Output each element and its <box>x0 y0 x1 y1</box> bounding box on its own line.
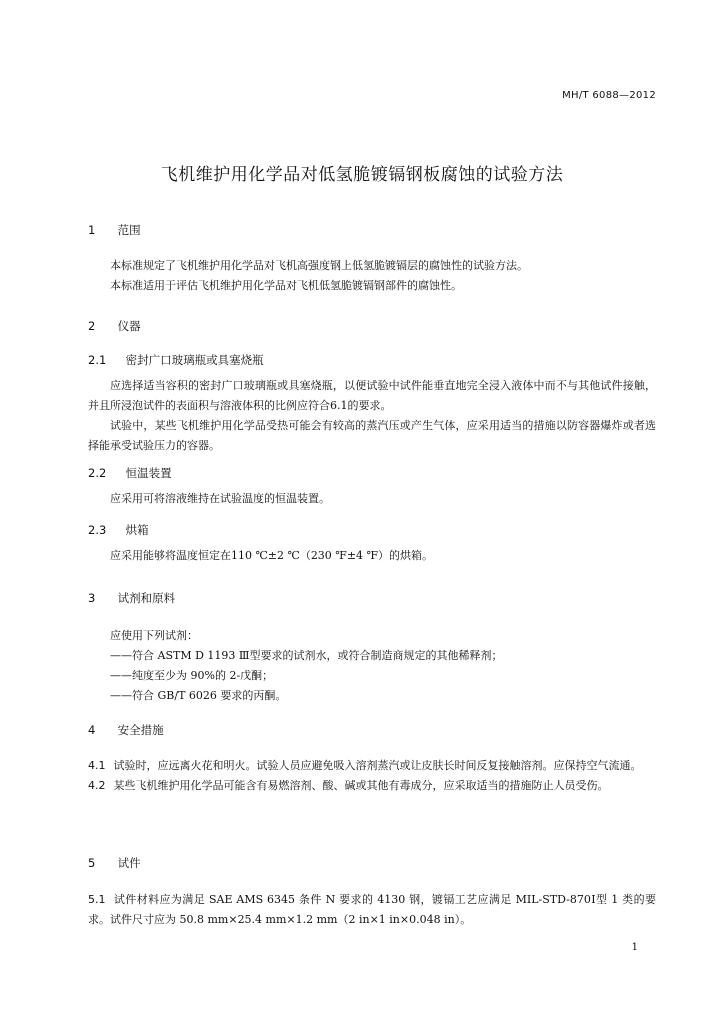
section-4-heading <box>88 722 164 738</box>
clause-5-1 <box>88 890 656 930</box>
subsection-title: 烘箱 <box>125 523 149 537</box>
list-item: ——符合 GB/T 6026 要求的丙酮。 <box>110 689 287 702</box>
section-5-heading <box>88 855 141 871</box>
paragraph: 应采用能够将温度恒定在110 ℃±2 ℃（230 ℉±4 ℉）的烘箱。 <box>110 549 434 562</box>
subsection-2-1-heading <box>88 352 264 368</box>
paragraph: 本标准适用于评估飞机维护用化学品对飞机低氢脆镀镉钢部件的腐蚀性。 <box>110 279 462 292</box>
clause-number: 4.2 <box>88 779 106 792</box>
list-item: ——纯度至少为 90%的 2-戊酮； <box>110 669 274 682</box>
clause-number: 5.1 <box>88 893 106 906</box>
section-title: 仪器 <box>117 319 141 333</box>
subsection-2-1-body <box>88 376 656 456</box>
clause-text: 某些飞机维护用化学品可能含有易燃溶剂、酸、碱或其他有毒成分，应采取适当的措施防止人员受伤。 <box>113 779 609 792</box>
page-number: 1 <box>631 942 638 953</box>
section-title: 试剂和原料 <box>117 591 176 605</box>
subsection-2-3-heading <box>88 522 149 538</box>
section-3-body <box>88 626 656 706</box>
section-2-heading <box>88 318 141 334</box>
subsection-number: 2.1 <box>88 353 107 367</box>
section-number: 3 <box>88 591 96 605</box>
section-number: 2 <box>88 319 96 333</box>
section-3-heading <box>88 590 175 606</box>
section-5-body <box>88 890 656 930</box>
paragraph: 本标准规定了飞机维护用化学品对飞机高强度钢上低氢脆镀镉层的腐蚀性的试验方法。 <box>110 259 528 272</box>
clause-text: 试验时，应远离火花和明火。试验人员应避免吸入溶剂蒸汽或让皮肤长时间反复接触溶剂。应保持空气流通。 <box>113 759 642 772</box>
section-number: 1 <box>88 223 96 237</box>
section-4-body <box>88 756 656 796</box>
clause-text: 试件材料应为满足 SAE AMS 6345 条件 N 要求的 4130 钢，镀镉工艺应满足 MIL-STD-870Ⅰ型 1 类的要求。试件尺寸应为 50.8 mm×25.4 mm×1.2 mm（2 in×1 in×0.048 in）。 <box>88 893 656 926</box>
paragraph: 应采用可将溶液维持在试验温度的恒温装置。 <box>110 492 330 505</box>
clause-4-1 <box>88 756 656 776</box>
section-1-heading <box>88 222 141 238</box>
document-title: 飞机维护用化学品对低氢脆镀镉钢板腐蚀的试验方法 <box>160 165 564 185</box>
subsection-title: 密封广口玻璃瓶或具塞烧瓶 <box>125 353 264 367</box>
section-title: 范围 <box>117 223 141 237</box>
subsection-number: 2.2 <box>88 466 107 480</box>
subsection-2-2-body <box>88 489 656 509</box>
section-title: 安全措施 <box>117 723 164 737</box>
paragraph: 试验中，某些飞机维护用化学品受热可能会有较高的蒸汽压或产生气体，应采用适当的措施以防容器爆炸或者选择能承受试验压力的容器。 <box>88 419 656 452</box>
list-intro: 应使用下列试剂： <box>110 629 198 642</box>
list-item: ——符合 ASTM D 1193 Ⅲ型要求的试剂水，或符合制造商规定的其他稀释剂； <box>110 649 503 662</box>
document-code: MH/T 6088—2012 <box>562 90 656 101</box>
paragraph: 应选择适当容积的密封广口玻璃瓶或具塞烧瓶，以便试验中试件能垂直地完全浸入液体中而不与其他试件接触，并且所浸泡试件的表面积与溶液体积的比例应符合6.1的要求。 <box>88 379 656 412</box>
subsection-number: 2.3 <box>88 523 107 537</box>
section-title: 试件 <box>117 856 141 870</box>
section-1-body <box>88 256 656 296</box>
section-number: 4 <box>88 723 96 737</box>
subsection-2-2-heading <box>88 465 172 481</box>
section-number: 5 <box>88 856 96 870</box>
clause-4-2 <box>88 776 656 796</box>
subsection-2-3-body <box>88 546 656 566</box>
clause-number: 4.1 <box>88 759 106 772</box>
subsection-title: 恒温装置 <box>125 466 172 480</box>
